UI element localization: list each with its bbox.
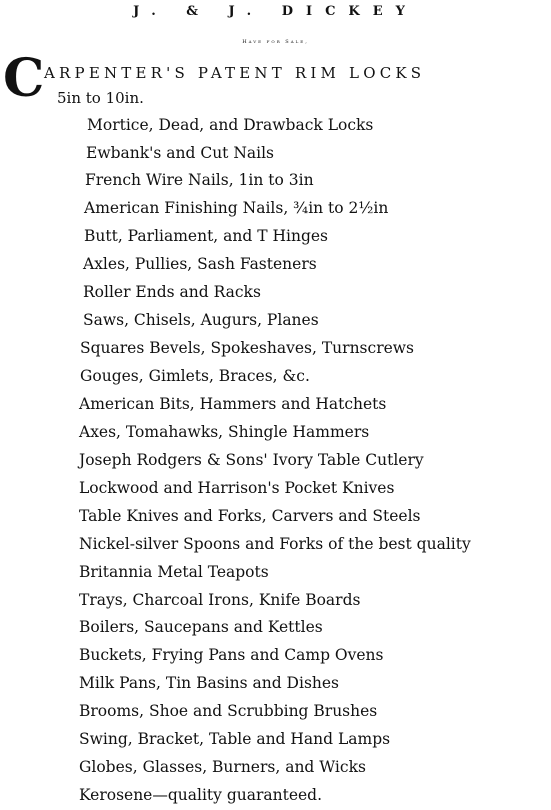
- lead-item-title: ARPENTER'S PATENT RIM LOCKS: [44, 64, 426, 82]
- list-item: Saws, Chisels, Augurs, Planes: [83, 311, 319, 329]
- list-item: Joseph Rodgers & Sons' Ivory Table Cutlery: [79, 451, 424, 469]
- list-item: American Finishing Nails, ¾in to 2½in: [84, 199, 389, 217]
- list-item: Kerosene—quality guaranteed.: [79, 786, 323, 804]
- list-item: American Bits, Hammers and Hatchets: [79, 395, 387, 413]
- list-item: Table Knives and Forks, Carvers and Steels: [79, 507, 421, 525]
- list-item: Brooms, Shoe and Scrubbing Brushes: [79, 702, 378, 720]
- list-item: Buckets, Frying Pans and Camp Ovens: [79, 646, 384, 664]
- list-item: Axes, Tomahawks, Shingle Hammers: [79, 423, 370, 441]
- list-item: Axles, Pullies, Sash Fasteners: [83, 255, 317, 273]
- lead-item-sizes: 5in to 10in.: [57, 89, 144, 107]
- list-item: Gouges, Gimlets, Braces, &c.: [80, 367, 310, 385]
- drop-cap-initial: C: [3, 48, 45, 109]
- list-item: Milk Pans, Tin Basins and Dishes: [79, 674, 340, 692]
- list-item: Ewbank's and Cut Nails: [86, 144, 275, 162]
- list-item: French Wire Nails, 1in to 3in: [85, 171, 314, 189]
- list-item: Butt, Parliament, and T Hinges: [84, 227, 329, 245]
- list-item: Nickel-silver Spoons and Forks of the best quality: [79, 535, 471, 553]
- list-item: Swing, Bracket, Table and Hand Lamps: [79, 730, 391, 748]
- list-item: Globes, Glasses, Burners, and Wicks: [79, 758, 366, 776]
- list-item: Mortice, Dead, and Drawback Locks: [87, 116, 374, 134]
- firm-name: J. & J. DICKEY: [133, 4, 418, 19]
- list-item: Lockwood and Harrison's Pocket Knives: [79, 479, 395, 497]
- list-item: Roller Ends and Racks: [83, 283, 261, 301]
- list-item: Squares Bevels, Spokeshaves, Turnscrews: [80, 339, 414, 357]
- list-item: Trays, Charcoal Irons, Knife Boards: [79, 591, 361, 609]
- list-item: Boilers, Saucepans and Kettles: [79, 618, 323, 636]
- for-sale-subtitle: Have for Sale,: [242, 39, 309, 45]
- list-item: Britannia Metal Teapots: [79, 563, 269, 581]
